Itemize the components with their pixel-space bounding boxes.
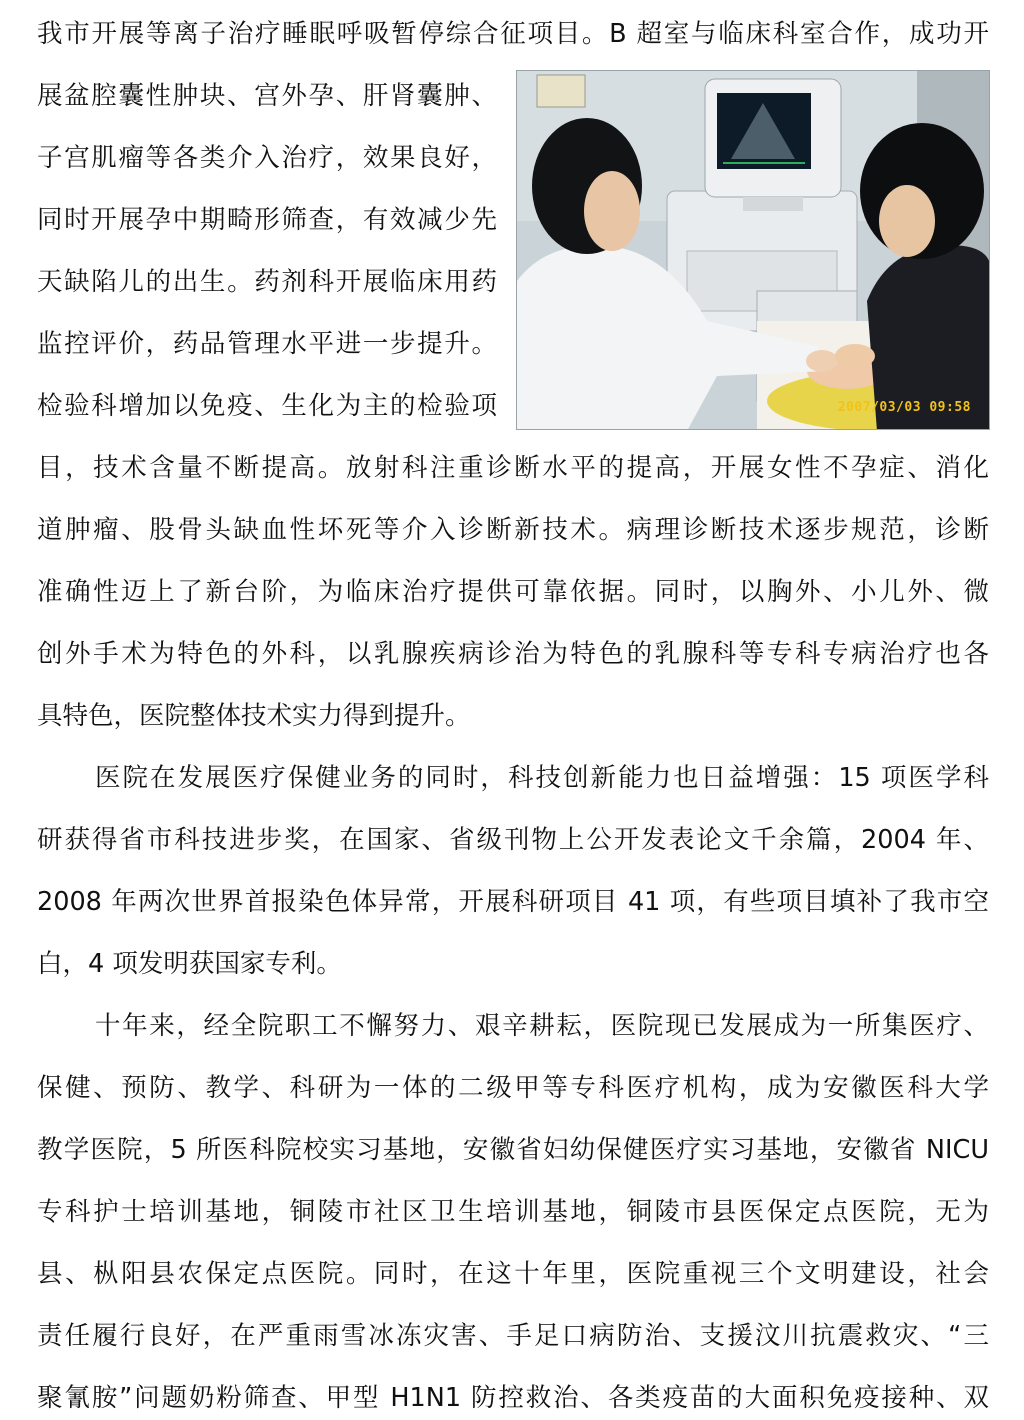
photo-illustration: [517, 71, 990, 430]
paragraph-start-line: 医院在发展医疗保健业务的同时，科技创新能力也日益增强：15 项医学科: [95, 763, 989, 793]
text-line: 展盆腔囊性肿块、宫外孕、肝肾囊肿、: [37, 81, 497, 111]
text-line: 2008 年两次世界首报染色体异常，开展科研项目 41 项，有些项目填补了我市空: [37, 887, 989, 917]
text-line: 目，技术含量不断提高。放射科注重诊断水平的提高，开展女性不孕症、消化: [37, 453, 989, 483]
text-line: 教学医院，5 所医科院校实习基地，安徽省妇幼保健医疗实习基地，安徽省 NICU: [37, 1135, 989, 1165]
photo-timestamp: 2007/03/03 09:58: [837, 400, 971, 415]
text-line: 天缺陷儿的出生。药剂科开展临床用药: [37, 267, 497, 297]
text-line: 研获得省市科技进步奖，在国家、省级刊物上公开发表论文千余篇，2004 年、: [37, 825, 989, 855]
text-line: 白，4 项发明获国家专利。: [37, 949, 342, 979]
text-line: 监控评价，药品管理水平进一步提升。: [37, 329, 497, 359]
ultrasound-exam-photo: [516, 70, 990, 430]
text-line: 准确性迈上了新台阶，为临床治疗提供可靠依据。同时，以胸外、小儿外、微: [37, 577, 989, 607]
text-line: 子宫肌瘤等各类介入治疗，效果良好，: [37, 143, 497, 173]
text-line: 同时开展孕中期畸形筛查，有效减少先: [37, 205, 497, 235]
text-line: 具特色，医院整体技术实力得到提升。: [37, 701, 471, 731]
text-line: 县、枞阳县农保定点医院。同时，在这十年里，医院重视三个文明建设，社会: [37, 1259, 989, 1289]
text-line: 专科护士培训基地，铜陵市社区卫生培训基地，铜陵市县医保定点医院，无为: [37, 1197, 989, 1227]
text-line: 我市开展等离子治疗睡眠呼吸暂停综合征项目。B 超室与临床科室合作，成功开: [37, 19, 989, 49]
text-line: 创外手术为特色的外科，以乳腺疾病诊治为特色的乳腺科等专科专病治疗也各: [37, 639, 989, 669]
text-line: 检验科增加以免疫、生化为主的检验项: [37, 391, 497, 421]
text-line: 责任履行良好，在严重雨雪冰冻灾害、手足口病防治、支援汶川抗震救灾、“三: [37, 1321, 989, 1351]
text-line: 保健、预防、教学、科研为一体的二级甲等专科医疗机构，成为安徽医科大学: [37, 1073, 989, 1103]
text-line: 道肿瘤、股骨头缺血性坏死等介入诊断新技术。病理诊断技术逐步规范，诊断: [37, 515, 989, 545]
text-line: 聚氰胺”问题奶粉筛查、甲型 H1N1 防控救治、各类疫苗的大面积免疫接种、双: [37, 1383, 989, 1413]
paragraph-start-line: 十年来，经全院职工不懈努力、艰辛耕耘，医院现已发展成为一所集医疗、: [95, 1011, 989, 1041]
